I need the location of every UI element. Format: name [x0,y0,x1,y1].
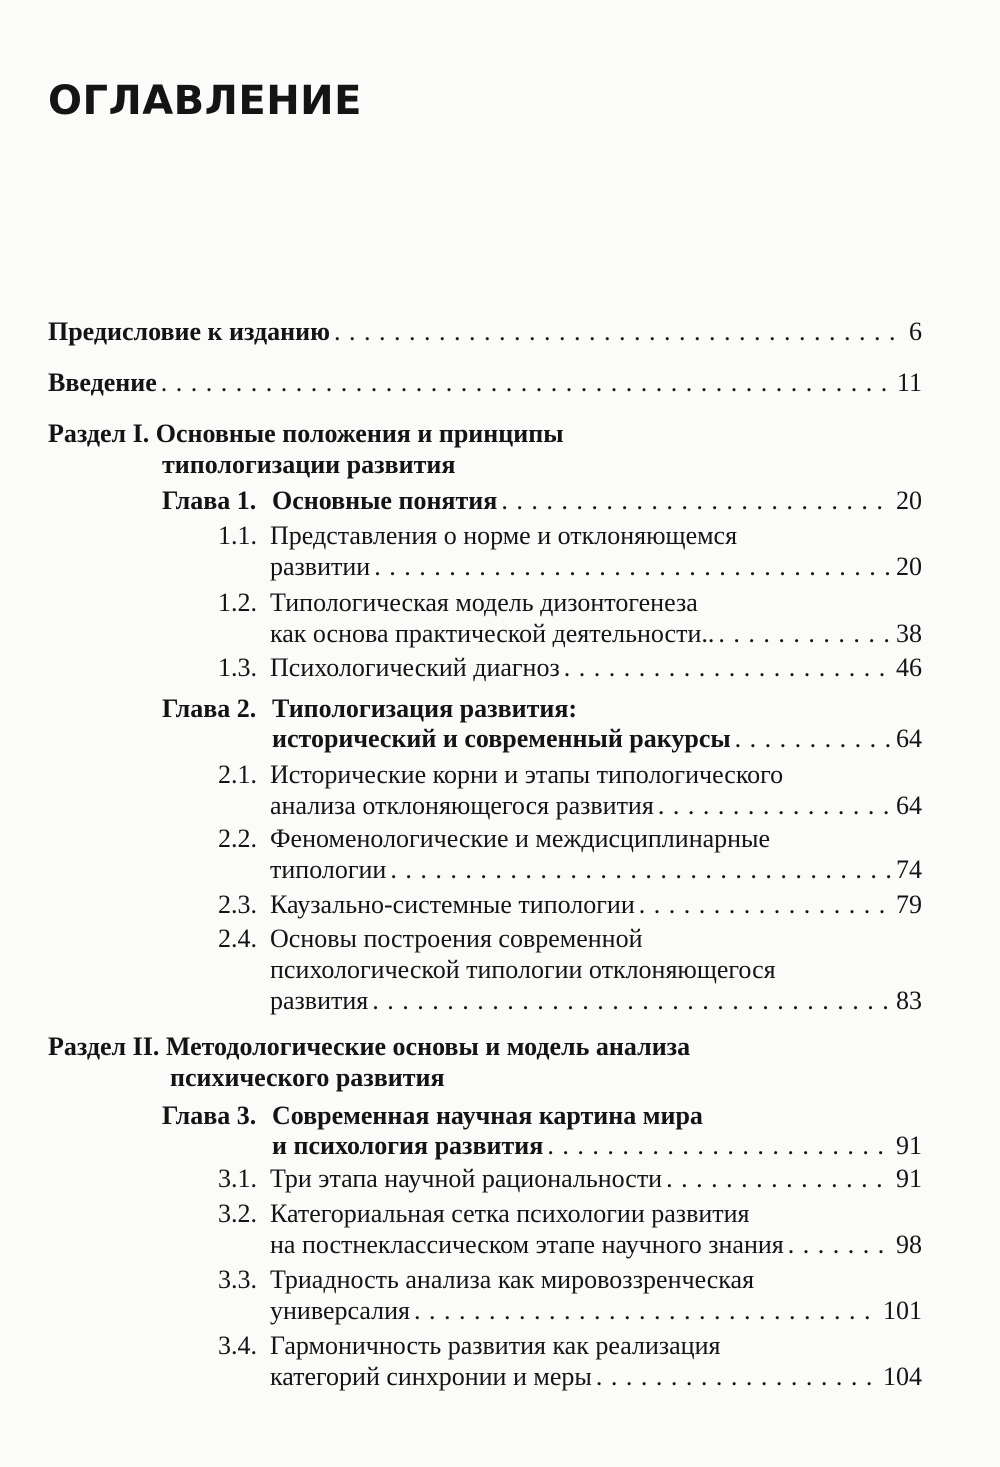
toc-entry-intro[interactable] [48,366,922,399]
page-number: 83 [896,986,922,1015]
dot-leader [501,484,892,517]
page-number: 79 [896,890,922,919]
toc-entry-3-2[interactable] [218,1197,750,1230]
section-1-heading-cont [162,448,455,481]
dot-leader [390,853,892,886]
chapter-label: Глава 2. [162,694,257,723]
toc-entry-2-4-cont2 [270,984,922,1017]
toc-entry-2-3[interactable] [218,888,922,921]
section-2-heading[interactable] [48,1030,690,1063]
toc-entry-1-2-cont [270,617,922,650]
toc-entry-text: Основы построения современной [270,924,643,953]
toc-entry-text: Современная научная картина мира [272,1101,703,1130]
entry-number: 3.1. [218,1164,257,1193]
toc-entry-text: Введение [48,368,157,397]
toc-entry-chapter-3-cont [272,1129,922,1162]
toc-entry-2-2-cont [270,853,922,886]
toc-entry-text: Типологическая модель дизонтогенеза [270,588,698,617]
toc-entry-text: Феноменологические и междисциплинарные [270,824,771,853]
toc-entry-3-2-cont [270,1228,922,1261]
entry-number: 2.4. [218,924,257,953]
page-number: 20 [896,552,922,581]
entry-number: 1.3. [218,653,257,682]
entry-number: 3.2. [218,1199,257,1228]
entry-number: 3.3. [218,1265,257,1294]
chapter-label: Глава 1. [162,486,257,515]
dot-leader [334,315,905,348]
toc-entry-2-4-cont [270,953,776,986]
entry-number: 2.3. [218,890,257,919]
toc-entry-2-1-cont [270,789,922,822]
toc-entry-3-1[interactable] [218,1162,922,1195]
toc-entry-chapter-2-cont [272,722,922,755]
toc-entry-text: универсалия [270,1296,410,1325]
entry-number: 1.1. [218,521,257,550]
page-number: 91 [896,1131,922,1160]
page-number: 101 [883,1296,922,1325]
toc-entry-text: как основа практической деятельности.. [270,619,715,648]
entry-number: 1.2. [218,588,257,617]
toc-entry-1-3[interactable] [218,651,922,684]
toc-entry-text: Основные понятия [272,486,498,515]
entry-number: 3.4. [218,1331,257,1360]
toc-entry-chapter-2[interactable] [162,692,577,725]
toc-entry-text: на постнеклассическом этапе научного знания [270,1230,784,1259]
dot-leader [372,984,892,1017]
toc-entry-text: и психология развития [272,1131,544,1160]
page-number: 11 [896,368,922,397]
page-number: 20 [896,486,922,515]
toc-entry-3-3[interactable] [218,1263,754,1296]
dot-leader [666,1162,892,1195]
toc-entry-text: Гармоничность развития как реализация [270,1331,721,1360]
page-number: 64 [896,724,922,753]
page-number: 64 [896,791,922,820]
section-title-line: психического развития [170,1063,445,1092]
dot-leader [658,789,892,822]
toc-entry-text: развития [270,986,369,1015]
toc-entry-text: Психологический диагноз [270,653,560,682]
dot-leader [414,1294,879,1327]
toc-entry-3-3-cont [270,1294,922,1327]
page-number: 74 [896,855,922,884]
toc-entry-text: исторический и современный ракурсы [272,724,731,753]
section-title-line: Методологические основы и модель анализа [165,1032,691,1061]
page-number: 46 [896,653,922,682]
toc-entry-chapter-1[interactable] [162,484,922,517]
page-number: 6 [909,317,922,346]
dot-leader [161,366,893,399]
page-title: ОГЛАВЛЕНИЕ [48,78,362,124]
page-number: 91 [896,1164,922,1193]
section-2-heading-cont [170,1061,445,1094]
section-label: Раздел II. [48,1032,160,1061]
dot-leader [564,651,892,684]
dot-leader [788,1228,892,1261]
toc-entry-text: категорий синхронии и меры [270,1362,592,1391]
toc-entry-text: Три этапа научной рациональности [270,1164,663,1193]
toc-entry-text: типологии [270,855,387,884]
toc-entry-text: Исторические корни и этапы типологического [270,760,784,789]
page-number: 98 [896,1230,922,1259]
dot-leader [547,1129,892,1162]
toc-entry-text: Каузально-системные типологии [270,890,635,919]
toc-entry-text: Триадность анализа как мировоззренческая [270,1265,755,1294]
toc-entry-text: развитии [270,552,371,581]
dot-leader [718,617,892,650]
dot-leader [374,550,892,583]
dot-leader [639,888,892,921]
page-number: 104 [883,1362,922,1391]
section-title-line: типологизации развития [162,450,456,479]
toc-entry-1-1[interactable] [218,519,737,552]
section-1-heading[interactable] [48,417,564,450]
entry-number: 2.2. [218,824,257,853]
toc-entry-text: Типологизация развития: [272,694,578,723]
toc-entry-2-1[interactable] [218,758,783,791]
toc-entry-2-4[interactable] [218,922,643,955]
section-title-line: Основные положения и принципы [155,419,564,448]
dot-leader [735,722,892,755]
chapter-label: Глава 3. [162,1101,257,1130]
toc-entry-2-2[interactable] [218,822,770,855]
toc-entry-3-4[interactable] [218,1329,720,1362]
toc-entry-text: психологической типологии отклоняющегося [270,955,776,984]
toc-entry-1-1-cont [270,550,922,583]
toc-entry-chapter-3[interactable] [162,1099,703,1132]
toc-entry-text: Категориальная сетка психологии развития [270,1199,750,1228]
toc-entry-3-4-cont [270,1360,922,1393]
dot-leader [596,1360,879,1393]
toc-entry-text: Представления о норме и отклоняющемся [270,521,738,550]
page-number: 38 [896,619,922,648]
entry-number: 2.1. [218,760,257,789]
toc-entry-text: Предисловие к изданию [48,317,330,346]
toc-entry-1-2[interactable] [218,586,698,619]
section-label: Раздел I. [48,419,150,448]
toc-entry-preface[interactable] [48,315,922,348]
toc-entry-text: анализа отклоняющегося развития [270,791,654,820]
